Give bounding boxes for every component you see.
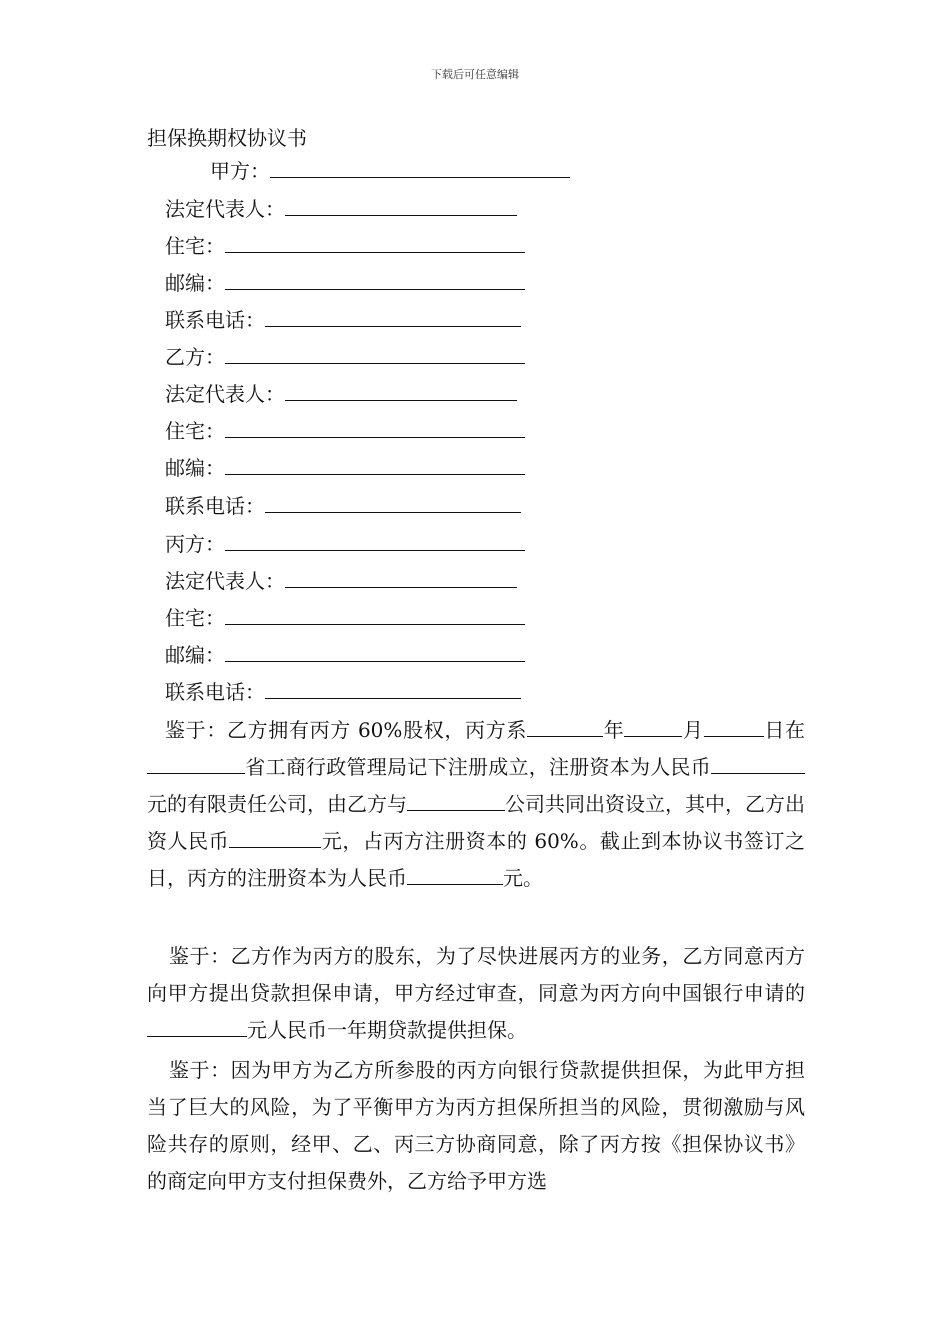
field-label: 联系电话： [165, 308, 265, 332]
field-blank[interactable] [265, 492, 521, 513]
field-blank[interactable] [265, 306, 521, 327]
party-a-blank[interactable] [270, 157, 570, 178]
contribution-blank[interactable] [229, 829, 321, 848]
recital-paragraph-2 [147, 938, 805, 1049]
partner-company-blank[interactable] [407, 792, 505, 811]
field-label: 法定代表人： [165, 197, 285, 221]
field-blank[interactable] [265, 678, 521, 699]
field-blank[interactable] [285, 567, 517, 588]
party-b-postcode-line [165, 454, 525, 482]
field-blank[interactable] [225, 232, 525, 253]
loan-amount-blank[interactable] [147, 1018, 247, 1037]
party-c-line [165, 530, 525, 558]
party-a-address-line [165, 232, 525, 260]
field-label: 邮编： [165, 456, 225, 480]
party-b-phone-line [165, 492, 521, 520]
field-blank[interactable] [225, 269, 525, 290]
recital-text: 元的有限责任公司，由乙方与 [147, 792, 407, 816]
page-header: 下载后可任意编辑 [431, 68, 519, 81]
field-label: 联系电话： [165, 494, 265, 518]
party-a-representative-line [165, 195, 517, 223]
field-label: 住宅： [165, 419, 225, 443]
party-c-blank[interactable] [225, 530, 525, 551]
year-blank[interactable] [527, 718, 603, 737]
party-b-address-line [165, 417, 525, 445]
field-label: 邮编： [165, 271, 225, 295]
registered-capital-blank[interactable] [407, 866, 503, 885]
party-a-postcode-line [165, 269, 525, 297]
party-c-phone-line [165, 678, 521, 706]
party-b-representative-line [165, 380, 517, 408]
recital-text: 省工商行政管理局记下注册成立，注册资本为人民币 [245, 755, 711, 779]
party-c-address-line [165, 604, 525, 632]
month-blank[interactable] [624, 718, 682, 737]
recital-text: 公司共同出资设立，其中，乙方出资人民币 [147, 792, 805, 853]
recital-text: 鉴于：乙方作为丙方的股东，为了尽快进展丙方的业务，乙方同意丙方向甲方提出贷款担保申请，甲方经过审查，同意为丙方向中国银行申请的 [147, 944, 805, 1005]
field-blank[interactable] [285, 195, 517, 216]
field-label: 住宅： [165, 606, 225, 630]
party-a-label: 甲方： [210, 159, 270, 183]
party-b-blank[interactable] [225, 343, 525, 364]
field-label: 联系电话： [165, 680, 265, 704]
party-c-representative-line [165, 567, 517, 595]
party-b-label: 乙方： [165, 345, 225, 369]
recital-text: 元，占丙方注册资本的 60%。截止到本协议书签订之日，丙方的注册资本为人民币 [147, 829, 805, 890]
capital-blank[interactable] [711, 755, 805, 774]
recital-paragraph-1 [147, 712, 805, 897]
party-a-line [210, 157, 570, 185]
recital-paragraph-3: 鉴于：因为甲方为乙方所参股的丙方向银行贷款提供担保，为此甲方担当了巨大的风险，为了平衡甲方为丙方担保所担当的风险，贯彻激励与风险共存的原则，经甲、乙、丙三方协商同意，除了丙方按《担保协议书》的商定向甲方支付担保费外，乙方给予甲方选 [147, 1058, 805, 1193]
recital-text: 月 [682, 718, 704, 742]
field-blank[interactable] [225, 454, 525, 475]
recital-text: 日在 [763, 718, 806, 742]
recital-text: 鉴于：乙方拥有丙方 60%股权，丙方系 [165, 718, 528, 742]
document-title: 担保换期权协议书 [147, 126, 307, 150]
province-blank[interactable] [147, 755, 245, 774]
field-blank[interactable] [225, 641, 525, 662]
recital-text: 元。 [503, 866, 543, 890]
field-blank[interactable] [285, 380, 517, 401]
field-label: 邮编： [165, 643, 225, 667]
party-c-label: 丙方： [165, 532, 225, 556]
field-label: 法定代表人： [165, 569, 285, 593]
recital-text: 年 [603, 718, 625, 742]
field-blank[interactable] [225, 417, 525, 438]
field-label: 住宅： [165, 234, 225, 258]
field-blank[interactable] [225, 604, 525, 625]
recital-text: 元人民币一年期贷款提供担保。 [247, 1018, 527, 1042]
field-label: 法定代表人： [165, 382, 285, 406]
day-blank[interactable] [704, 718, 764, 737]
party-c-postcode-line [165, 641, 525, 669]
party-a-phone-line [165, 306, 521, 334]
party-b-line [165, 343, 525, 371]
